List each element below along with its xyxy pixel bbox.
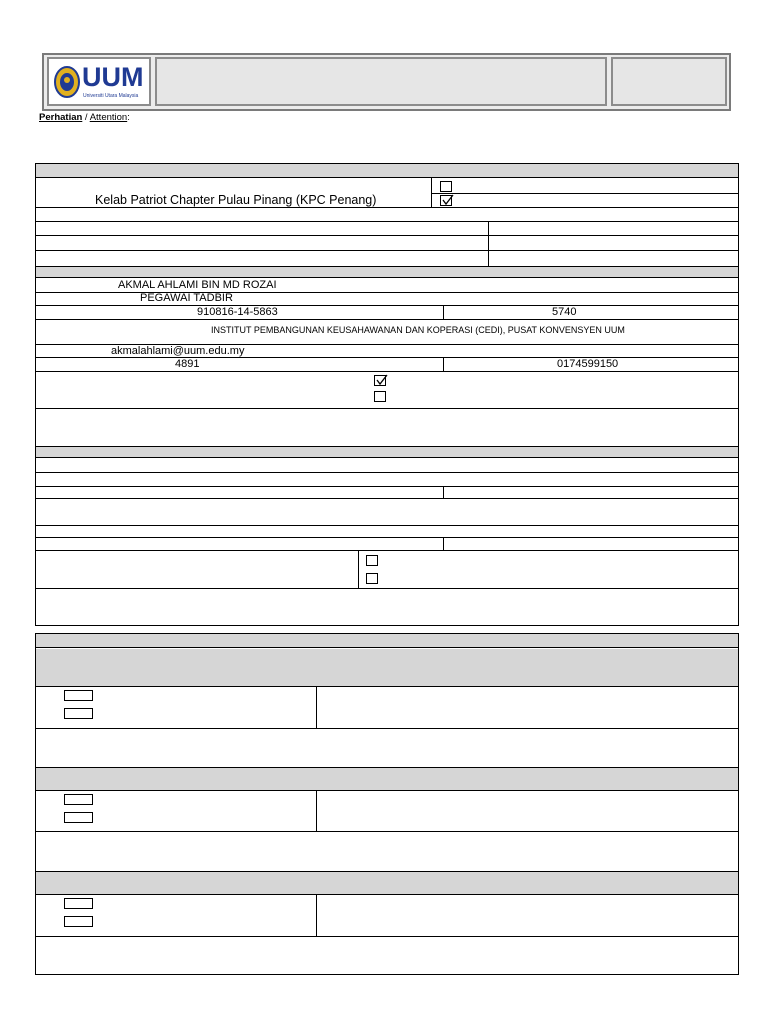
uum-crest-icon: [54, 65, 80, 99]
section-a2-option-1-checkbox[interactable]: [366, 555, 378, 566]
attention-label: Perhatian / Attention:: [39, 112, 130, 123]
club-option-2-checkbox[interactable]: [440, 195, 452, 206]
section-a-header: [36, 164, 738, 178]
section-a2-subheader: [36, 446, 738, 458]
checkmark-icon: [376, 374, 388, 386]
applicant-department: INSTITUT PEMBANGUNAN KEUSAHAWANAN DAN KOPERASI (CEDI), PUSAT KONVENSYEN UUM: [211, 325, 625, 335]
checkmark-icon: [442, 194, 454, 206]
section-a2-option-2-checkbox[interactable]: [366, 573, 378, 584]
applicant-email: akmalahlami@uum.edu.my: [111, 345, 245, 357]
section-b1-header: [36, 649, 738, 687]
applicant-subheader: [36, 266, 738, 278]
logo-box: [47, 57, 151, 106]
applicant-name: AKMAL AHLAMI BIN MD ROZAI: [118, 279, 277, 291]
section-a-frame: [35, 163, 739, 626]
section-b3-option-1-checkbox[interactable]: [64, 898, 93, 909]
applicant-extension: 4891: [175, 358, 200, 370]
section-b3-option-2-checkbox[interactable]: [64, 916, 93, 927]
club-option-1-checkbox[interactable]: [440, 181, 452, 192]
logo-text: UUM: [82, 62, 144, 92]
section-b2-header: [36, 767, 738, 791]
section-b-header: [36, 634, 738, 648]
applicant-option-2-checkbox[interactable]: [374, 391, 386, 402]
applicant-staff-number: 5740: [552, 306, 577, 318]
form-code-box: [611, 57, 727, 106]
section-b2-option-1-checkbox[interactable]: [64, 794, 93, 805]
applicant-ic-number: 910816-14-5863: [197, 306, 278, 318]
applicant-option-1-checkbox[interactable]: [374, 375, 386, 386]
section-b1-option-2-checkbox[interactable]: [64, 708, 93, 719]
section-b2-option-2-checkbox[interactable]: [64, 812, 93, 823]
section-b1-option-1-checkbox[interactable]: [64, 690, 93, 701]
logo-subtext: Universiti Utara Malaysia: [83, 93, 139, 99]
section-b3-header: [36, 871, 738, 895]
applicant-position: PEGAWAI TADBIR: [140, 292, 233, 304]
title-box: [155, 57, 607, 106]
applicant-phone: 0174599150: [557, 358, 619, 370]
club-name: Kelab Patriot Chapter Pulau Pinang (KPC Penang): [95, 193, 377, 207]
